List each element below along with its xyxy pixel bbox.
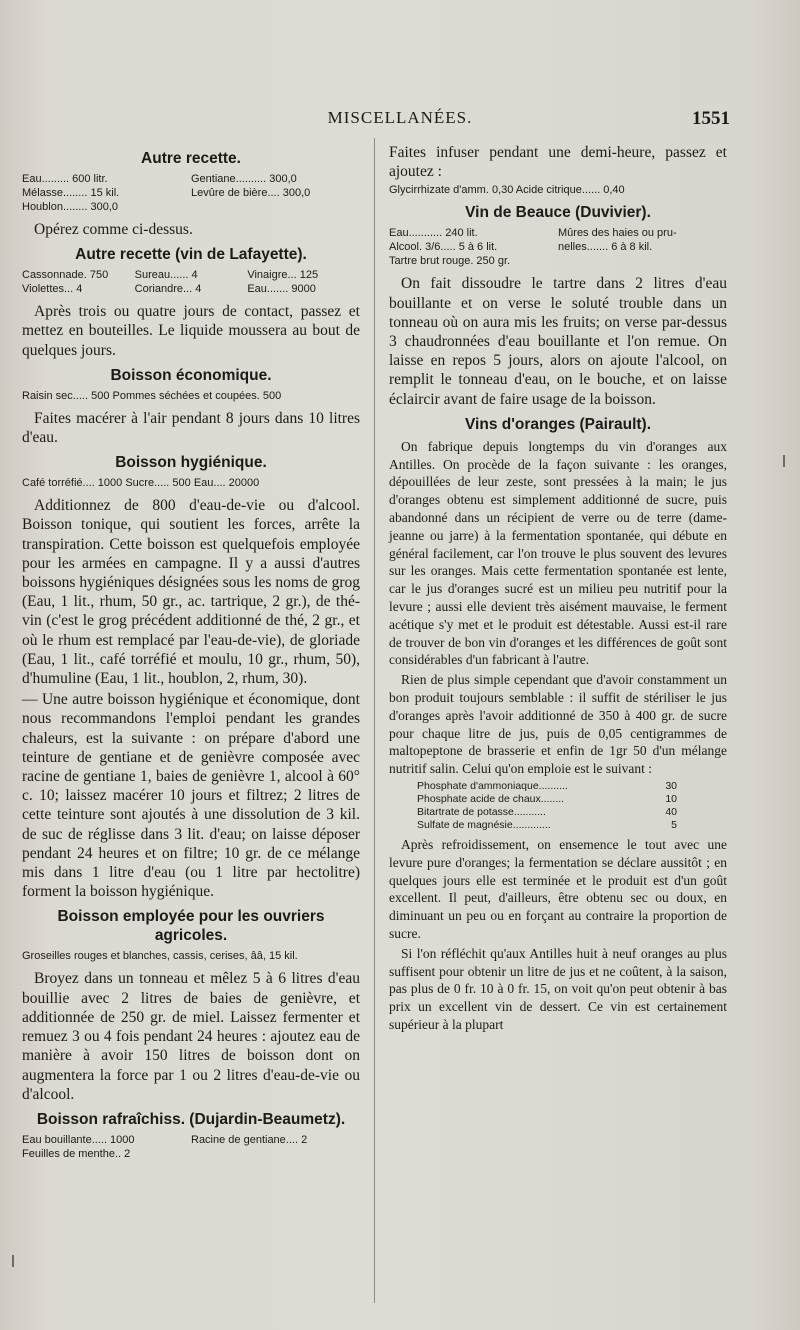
ingredient: Feuilles de menthe.. 2 [22,1147,131,1160]
salt-row [417,806,677,819]
ingredient: Cassonnade. 750 [22,269,109,282]
paragraph: Rien de plus simple cependant que d'avoir constamment un bon produit toujours semblable : il suffit de stériliser le jus d'oranges après l'avoir additionné de 350 à 400 gr. de sucre pour chaque litre de jus, puis de 0,05 centigrammes de maltopeptone de brasserie et enfin de 1gr 50 d'un mélange nutritif salin. Celui qu'on emploie est le suivant : [389,672,727,777]
ingredient: Mûres des haies ou pru- [558,227,677,240]
paragraph: On fabrique depuis longtemps du vin d'oranges aux Antilles. On procède de la façon suivante : les oranges, dépouillées de leur zeste, sont pressées à la main; le jus d'oranges obtenu est simplement additionné de sucre, puis abandonné dans un récipient de verre ou de terre (dame-jeanne ou jarre) à la fermentation spontanée, qui débute en général facilement, car l'on trouve le plus souvent des levures sur les oranges. Mais cette fermentation spontanée est lente, car le jus d'oranges sucré est un milieu peu nutritif pour la levure ; aussi elle devient très aisément mauvaise, le ferment acétique s'y met et le produit est détestable. Aussi est-il rare de trouver de bon vin d'oranges et les différences de goût sont considérables d'un fabricant à l'autre. [389,438,727,668]
ingredients-rafraichiss [22,1133,360,1161]
salt-qty: 30 [665,779,677,792]
heading-autre-recette: Autre recette. [141,150,241,167]
salt-qty: 10 [665,792,677,805]
salt-name: Sulfate de magnésie............. [417,818,551,831]
salt-mixture-table [417,780,677,832]
paragraph: Faites macérer à l'air pendant 8 jours dans 10 litres d'eau. [22,409,360,447]
heading-ouvriers: Boisson employée pour les ouvriers agricoles. [57,908,325,945]
right-column [389,143,727,1036]
running-head [0,108,800,138]
paragraph: Faites infuser pendant une demi-heure, passez et ajoutez : [389,144,727,181]
column-divider [374,138,375,1303]
ingredient [191,1147,360,1161]
ingredients-ouvriers: Groseilles rouges et blanches, cassis, cerises, ââ, 15 kil. [22,950,298,963]
ingredient: Eau....... 9000 [247,283,316,296]
ingredient-row [22,268,360,282]
ingredient: nelles....... 6 à 8 kil. [558,241,653,254]
salt-name: Phosphate acide de chaux........ [417,792,565,805]
paragraph: Si l'on réfléchit qu'aux Antilles huit à neuf oranges au plus suffisent pour obtenir un litre de jus et ne coûtent, à la saison, pas plus de 0 fr. 10 à 0 fr. 15, on voit qu'on peut obtenir à bas prix un excellent vin de dessert. Ce vin est certainement supérieur à la plupart [389,945,727,1032]
left-column [22,143,360,1167]
ingredients-intro: Glycirrhizate d'amm. 0,30 Acide citrique...... 0,40 [389,184,625,197]
salt-row [417,780,677,793]
salt-row [417,793,677,806]
ingredient: Alcool. 3/6..... 5 à 6 lit. [389,241,498,254]
salt-row [417,819,677,832]
ingredient: Eau......... 600 litr. [22,173,108,185]
margin-mark [12,1255,14,1267]
heading-economique: Boisson économique. [110,366,272,384]
ingredient-row [389,226,727,240]
ingredient-row [22,1133,360,1147]
ingredient: Coriandre... 4 [134,283,202,296]
ingredient [191,200,360,214]
ingredient: Vinaigre... 125 [247,269,319,282]
ingredient-row [22,186,360,200]
salt-name: Bitartrate de potasse........... [417,805,546,818]
margin-mark [783,455,785,467]
ingredients-beauce [389,226,727,268]
ingredient: Tartre brut rouge. 250 gr. [389,255,511,268]
paragraph: Opérez comme ci-dessus. [34,221,193,238]
ingredient: Eau........... 240 lit. [389,227,478,240]
ingredient: Levûre de bière.... 300,0 [191,187,311,199]
ingredient-row [22,200,360,214]
heading-hygienique: Boisson hygiénique. [115,454,267,472]
heading-oranges: Vins d'oranges (Pairault). [465,415,651,433]
ingredient-row [22,1147,360,1161]
running-title: MISCELLANÉES. [327,108,473,127]
ingredient: Eau bouillante..... 1000 [22,1133,135,1146]
heading-lafayette: Autre recette (vin de Lafayette). [75,246,307,264]
heading-beauce: Vin de Beauce (Duvivier). [465,204,651,222]
paragraph: Après trois ou quatre jours de contact, passez et mettez en bouteilles. Le liquide moussera au bout de quelques jours. [22,303,360,359]
salt-qty: 5 [671,818,677,831]
ingredient: Sureau...... 4 [134,269,198,282]
ingredient: Gentiane.......... 300,0 [191,173,297,185]
paragraph: Additionnez de 800 d'eau-de-vie ou d'alcool. Boisson tonique, qui soutient les forces, arrête la transpiration. Cette boisson est quelquefois employée pour les armées en campagne. Il y a aussi d'autres boissons hygiéniques désignées sous les noms de grog (Eau, 1 lit., rhum, 50 gr., ac. tartrique, 2 gr.), de thé-vin (c'est le grog précédent additionné de thé, 2 gr., et où le rhum est remplacé par l'eau-de-vie), de gloriade (Eau, 1 lit., café torréfié et moulu, 10 gr., rhum, 50), d'humuline (Eau, 1 lit., houblon, 2, rhum, 30). [22,497,360,688]
salt-qty: 40 [665,805,677,818]
oranges-body [389,438,727,1034]
ingredient: Houblon........ 300,0 [22,201,119,213]
salt-name: Phosphate d'ammoniaque.......... [417,779,568,792]
ingredient-row [22,282,360,296]
ingredient: Mélasse........ 15 kil. [22,187,120,199]
paragraph: Broyez dans un tonneau et mêlez 5 à 6 litres d'eau bouillie avec 2 litres de baies de genièvre, et additionnée de 250 gr. de miel. Laissez fermenter et remuez 3 ou 4 fois pendant 24 heures : ajoutez eau de manière à avoir 150 litres de boisson dont on augmentera la force par 1 ou 2 litres d'eau-de-vie ou d'alcool. [22,970,360,1103]
ingredient [558,254,727,268]
ingredients-hygienique: Café torréfié.... 1000 Sucre..... 500 Eau.... 20000 [22,477,260,490]
ingredient: Racine de gentiane.... 2 [191,1133,308,1146]
ingredients-autre-recette [22,172,360,214]
paragraph: Après refroidissement, on ensemence le tout avec une levure pure d'oranges; la fermentation se déclare aussitôt ; en quelques jours elle est terminée et le produit est d'un goût excellent. Il peut, d'ailleurs, être obtenu sec ou doux, en diminuant un peu ou en forçant au contraire la proportion de sucre. [389,836,727,941]
ingredient-row [389,254,727,268]
paragraph: — Une autre boisson hygiénique et économique, dont nous recommandons l'emploi pendant les grandes chaleurs, est la suivante : on prépare d'abord une teinture de gentiane et de genièvre composée avec racine de gentiane 1, baies de genièvre 1, alcool à 60° c. 10; laissez macérer 10 jours et filtrez; 2 litres de cette teinture sont ajoutés à une dissolution de 3 kil. de suc de réglisse dans 3 lit. d'eau; on laisse déposer pendant 24 heures et on filtre; 10 gr. de ce mélange mis dans 1 litre d'eau (ou 1 litre par hectolitre) forment la boisson hygiénique. [22,691,360,901]
ingredients-lafayette [22,268,360,296]
paragraph: On fait dissoudre le tartre dans 2 litres d'eau bouillante et on verse le soluté trouble dans un tonneau où on aura mis les fruits; on verse par-dessus 3 chaudronnées d'eau bouillante et l'on remue. On laisse en repos 5 jours, alors on ajoute l'alcool, on remplit le tonneau d'eau, on le bouche, et on laisse éclaircir avant de faire usage de la boisson. [389,275,727,408]
page-number: 1551 [692,108,730,129]
heading-rafraichiss: Boisson rafraîchiss. (Dujardin-Beaumetz). [36,1110,346,1128]
ingredient-row [389,240,727,254]
ingredient: Violettes... 4 [22,283,83,296]
ingredient-row [22,172,360,186]
ingredients-economique: Raisin sec..... 500 Pommes séchées et coupées. 500 [22,389,282,402]
